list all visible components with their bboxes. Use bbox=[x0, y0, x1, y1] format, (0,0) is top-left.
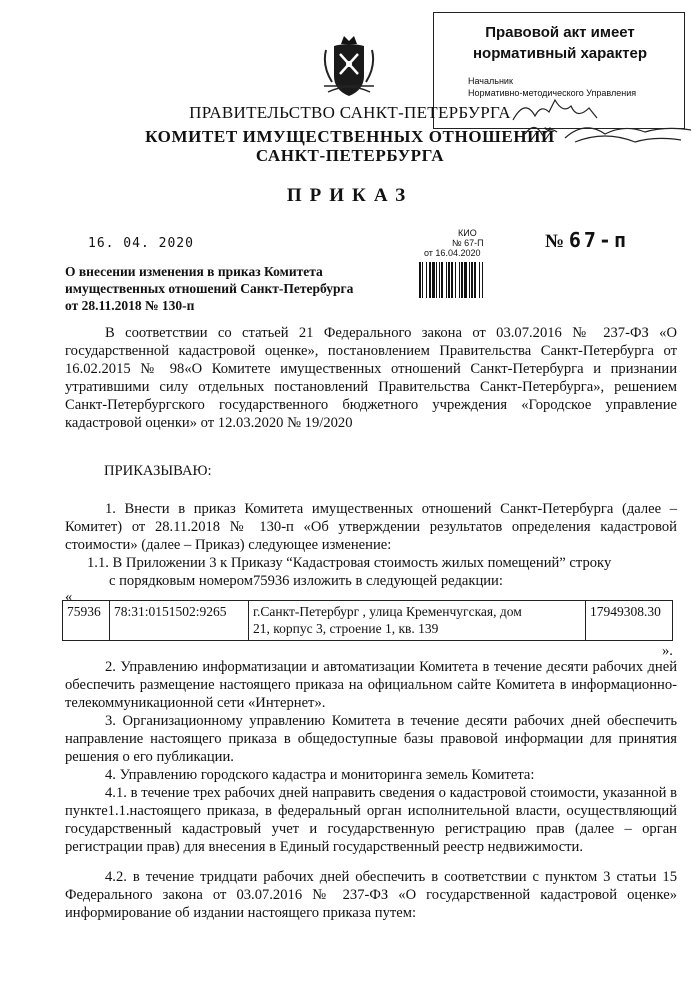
barcode-bar bbox=[432, 262, 435, 298]
cell-cadastral-number: 78:31:0151502:9265 bbox=[110, 601, 249, 640]
paragraph-4-1: 4.1. в течение трех рабочих дней направить сведения о кадастровой стоимости, указанной в пункте1.1.настоящего приказа, в федеральный орган исполнительной власти, осуществляющий государственный кадастровый учет и государственную регистрацию прав (далее – орган регистрации прав) для внесения в Единый государственный реестр недвижимости. bbox=[65, 785, 677, 855]
number-sign: № bbox=[545, 231, 565, 252]
cell-cadastral-value: 17949308.30 bbox=[590, 604, 661, 619]
barcode-bar bbox=[448, 262, 450, 298]
barcode-bar bbox=[429, 262, 431, 298]
paragraph-1-1: 1.1. В Приложении 3 к Приказу “Кадастровая стоимость жилых помещений” строку bbox=[87, 555, 612, 571]
barcode-bar bbox=[474, 262, 476, 298]
coat-of-arms-emblem bbox=[322, 32, 376, 100]
kio-date: от 16.04.2020 bbox=[424, 248, 481, 258]
committee-title: КОМИТЕТ ИМУЩЕСТВЕННЫХ ОТНОШЕНИЙ bbox=[145, 127, 555, 146]
cell-address bbox=[249, 601, 586, 640]
address-line: 21, корпус 3, строение 1, кв. 139 bbox=[253, 621, 439, 636]
order-word: ПРИКАЗЫВАЮ: bbox=[104, 463, 212, 479]
paragraph-3: 3. Организационному управлению Комитета в течение десяти рабочих дней обеспечить направление настоящего приказа в общедоступные базы правовой информации для принятия решения о его публикации. bbox=[65, 713, 677, 765]
paragraph-1: 1. Внести в приказ Комитета имущественных отношений Санкт-Петербурга (далее – Комитет) от 28.11.2018 № 130-п «Об утверждении результатов определения кадастровой стоимости» (далее – Приказ) следующее изменение: bbox=[65, 501, 677, 553]
stamp-role-1: Начальник bbox=[468, 76, 513, 86]
barcode-bar bbox=[436, 262, 437, 298]
kio-label: КИО bbox=[458, 228, 477, 238]
government-title: ПРАВИТЕЛЬСТВО САНКТ-ПЕТЕРБУРГА bbox=[189, 103, 511, 122]
order-number bbox=[545, 228, 629, 253]
order-number-value: 67-п bbox=[568, 228, 630, 252]
subject-line: О внесении изменения в приказ Комитета bbox=[65, 264, 323, 279]
paragraph-4-2: 4.2. в течение тридцати рабочих дней обеспечить в соответствии с пунктом 3 статьи 15 Федерального закона от 03.07.2016 № 237-ФЗ «О государственной кадастровой оценке» информирование об издании настоящего приказа путем: bbox=[65, 869, 677, 921]
cadastral-table-row bbox=[62, 600, 673, 641]
barcode-bar bbox=[469, 262, 470, 298]
address-line: г.Санкт-Петербург , улица Кременчугская, дом bbox=[253, 604, 522, 619]
cell-row-number: 75936 bbox=[63, 601, 110, 640]
subject-line: от 28.11.2018 № 130-п bbox=[65, 298, 195, 313]
barcode-bar bbox=[439, 262, 440, 298]
quote-close: ». bbox=[662, 643, 673, 659]
document-type-heading: ПРИКАЗ bbox=[286, 185, 414, 206]
stamp-line-1: Правовой акт имеет bbox=[485, 24, 635, 41]
handwritten-signature bbox=[505, 90, 695, 160]
paragraph-2: 2. Управлению информатизации и автоматизации Комитета в течение десяти рабочих дней обеспечить размещение настоящего приказа на официальном сайте Комитета в информационно-телекоммуникационной сети «Интернет». bbox=[65, 659, 677, 711]
barcode-bar bbox=[451, 262, 453, 298]
barcode-bar bbox=[482, 262, 483, 298]
barcode-bar bbox=[441, 262, 443, 298]
committee-city: САНКТ-ПЕТЕРБУРГА bbox=[255, 146, 445, 165]
barcode-bar bbox=[464, 262, 467, 298]
barcode-bar bbox=[446, 262, 447, 298]
barcode bbox=[419, 262, 519, 298]
barcode-bar bbox=[479, 262, 480, 298]
stamp-role-2: Нормативно-методического Управления bbox=[468, 88, 637, 98]
order-date: 16. 04. 2020 bbox=[88, 236, 194, 251]
stamp-line-2: нормативный характер bbox=[472, 45, 648, 62]
subject-line: имущественных отношений Санкт-Петербурга bbox=[65, 281, 354, 296]
barcode-bar bbox=[459, 262, 460, 298]
barcode-bar bbox=[455, 262, 456, 298]
barcode-bar bbox=[461, 262, 463, 298]
barcode-bar bbox=[422, 262, 423, 298]
quote-open: « bbox=[65, 589, 73, 605]
barcode-bar bbox=[471, 262, 473, 298]
paragraph-4: 4. Управлению городского кадастра и мониторинга земель Комитета: bbox=[105, 767, 535, 783]
barcode-bar bbox=[419, 262, 421, 298]
order-subject bbox=[65, 263, 395, 314]
kio-number: № 67-П bbox=[452, 238, 484, 248]
barcode-bar bbox=[426, 262, 427, 298]
preamble-paragraph: В соответствии со статьей 21 Федерального закона от 03.07.2016 № 237-ФЗ «О государственной кадастровой оценке», постановлением Правительства Санкт-Петербурга от 16.02.2015 № 98«О Комитете имущественных отношений Санкт-Петербурга и признании утратившими силу отдельных постановлений Правительства Санкт-Петербурга», решением Санкт-Петербургского государственного бюджетного учреждения «Городское управление кадастровой оценки» от 12.03.2020 № 19/2020 bbox=[65, 325, 677, 431]
paragraph-1-1-cont: с порядковым номером75936 изложить в следующей редакции: bbox=[109, 573, 503, 589]
